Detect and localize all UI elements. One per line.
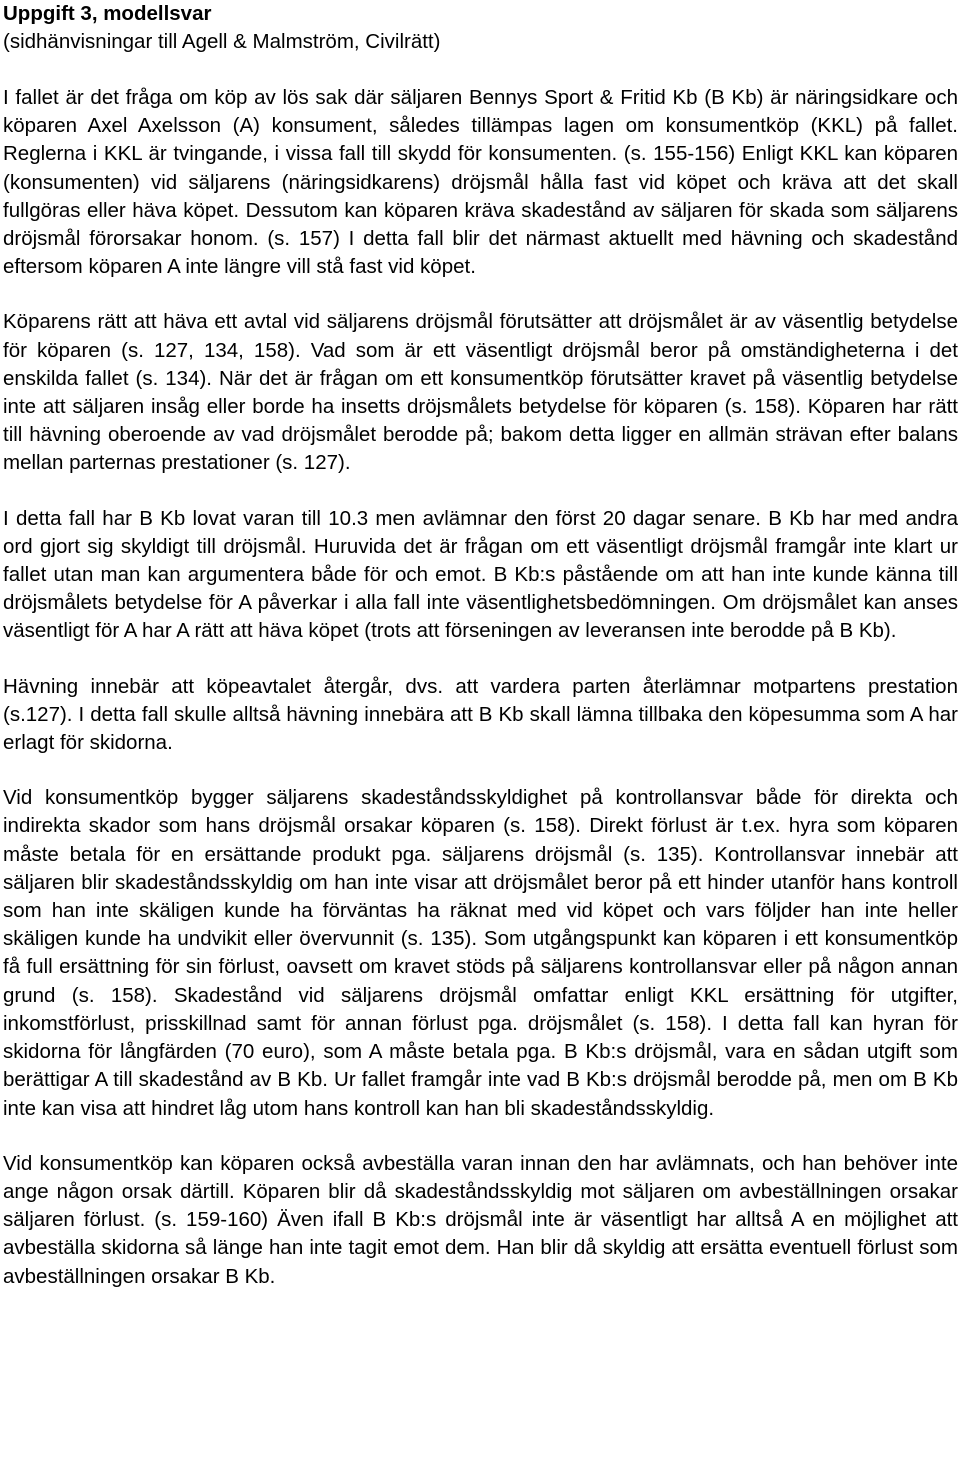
paragraph-havning-effect: Hävning innebär att köpeavtalet återgår, dvs. att vardera parten återlämnar motpartens prestation (s.127). I detta fall skulle alltså hävning innebära att B Kb skall lämna tillbaka den köpesumma som A har erlagt för skidorna. bbox=[3, 674, 958, 755]
paragraph-havning-rules: Köparens rätt att häva ett avtal vid säljarens dröjsmål förutsätter att dröjsmålet är av väsentlig betydelse för köparen (s. 127, 134, 158). Vad som är ett väsentligt dröjsmål beror på omständigheterna i det enskilda fallet (s. 134). När det är frågan om ett konsumentköp förutsätter kravet på väsentlig betydelse inte att säljaren insåg eller borde ha insetts dröjsmålets betydelse för köparen (s. 158). Köparen har rätt till hävning oberoende av vad dröjsmålet berodde på; bakom detta ligger en allmän strävan efter balans mellan parternas prestationer (s. 127). bbox=[3, 310, 958, 475]
document-title: Uppgift 3, modellsvar bbox=[3, 2, 212, 25]
paragraph-skadestand: Vid konsumentköp bygger säljarens skadeståndsskyldighet på kontrollansvar både för direkta och indirekta skador som hans dröjsmål orsakar köparen (s. 158). Direkt förlust är t.ex. hyra som köparen måste betala för en ersättande produkt pga. säljarens dröjsmål (s. 135). Kontrollansvar innebär att säljaren blir skadeståndsskyldig om han inte visar att dröjsmålet beror på ett hinder utanför hans kontroll som han inte skäligen kunde ha förväntas ha räknat med vid köpet och vars följder han inte heller skäligen kunde ha undvikit eller övervunnit (s. 135). Som utgångspunkt kan köparen i ett konsumentköp få full ersättning för sin förlust, oavsett om kravet stöds på säljarens kontrollansvar eller på någon annan grund (s. 158). Skadestånd vid säljarens dröjsmål omfattar enligt KKL ersättning för utgifter, inkomstförlust, prisskillnad samt för annan förlust pga. dröjsmålet (s. 158). I detta fall kan hyran för skidorna för långfärden (70 euro), som A måste betala pga. B Kb:s dröjsmål, vara en sådan utgift som berättigar A till skadestånd av B Kb. Ur fallet framgår inte vad B Kb:s dröjsmål berodde på, men om B Kb inte kan visa att hindret låg utom hans kontroll kan han bli skadeståndsskyldig. bbox=[3, 786, 958, 1120]
document-subtitle: (sidhänvisningar till Agell & Malmström, Civilrätt) bbox=[3, 30, 441, 53]
paragraph-intro: I fallet är det fråga om köp av lös sak där säljaren Bennys Sport & Fritid Kb (B Kb) är näringsidkare och köparen Axel Axelsson (A) konsument, således tillämpas lagen om konsumentköp (KKL) på fallet. Reglerna i KKL är tvingande, i vissa fall till skydd för konsumenten. (s. 155-156) Enligt KKL kan köparen (konsumenten) vid säljarens (näringsidkarens) dröjsmål hålla fast vid köpet och kräva att det skall fullgöras eller häva köpet. Dessutom kan köparen kräva skadestånd av säljaren för skada som säljarens dröjsmål förorsakar honom. (s. 157) I detta fall blir det närmast aktuellt med hävning och skadestånd eftersom köparen A inte längre vill stå fast vid köpet. bbox=[3, 86, 958, 279]
paragraph-avbestallning: Vid konsumentköp kan köparen också avbeställa varan innan den har avlämnats, och han behöver inte ange någon orsak därtill. Köparen blir då skadeståndsskyldig mot säljaren om avbeställningen orsakar säljaren förlust. (s. 159-160) Även ifall B Kb:s dröjsmål inte är väsentligt har alltså A en möjlighet att avbeställa skidorna så länge han inte tagit emot dem. Han blir då skyldig att ersätta eventuell förlust som avbeställningen orsakar B Kb. bbox=[3, 1151, 958, 1288]
paragraph-case-application: I detta fall har B Kb lovat varan till 10.3 men avlämnar den först 20 dagar senare. B Kb har med andra ord gjort sig skyldigt till dröjsmål. Huruvida det är frågan om ett väsentligt dröjsmål framgår inte klart ur fallet utan man kan argumentera både för och emot. B Kb:s påstående om att han inte kunde känna till dröjsmålets betydelse för A påverkar i alla fall inte väsentlighetsbedömningen. Om dröjsmålet kan anses väsentligt för A har A rätt att häva köpet (trots att förseningen av leveransen inte berodde på B Kb). bbox=[3, 506, 958, 643]
document-page bbox=[3, 0, 958, 1318]
